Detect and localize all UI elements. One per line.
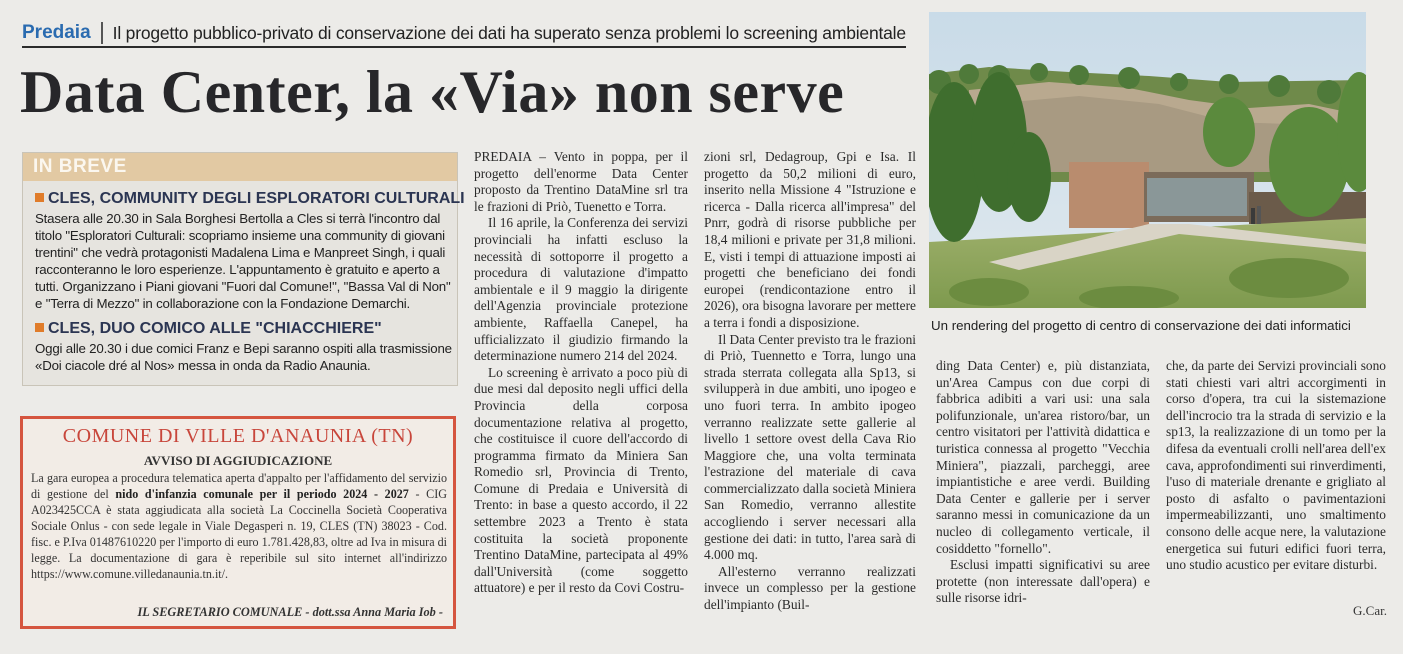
article-column-3	[936, 358, 1150, 607]
article-paragraph: Il 16 aprile, la Conferenza dei servizi provinciali ha infatti escluso la necessità di sottoporre il progetto a procedura di valutazione d'impatto ambientale e il 9 maggio la dirigente dell'Agenzia provinciale protezione ambiente, Raffaella Canepel, ha ufficializzato il giudizio firmando la determinazione numero 214 del 2024.	[474, 215, 688, 364]
section-label: Predaia	[22, 22, 103, 44]
brief-text: Oggi alle 20.30 i due comici Franz e Bepi saranno ospiti alla trasmissione «Doi ciacole dré al Nos» messa in onda da Radio Anaunia.	[35, 341, 452, 373]
in-breve-title: IN BREVE	[33, 156, 127, 177]
in-breve-box	[22, 152, 465, 386]
notice-body-part: La gara europea a procedura telematica aperta d'appalto per l'affidamento del servizio di gestione del	[31, 471, 447, 501]
brief-heading: CLES, DUO COMICO ALLE "CHIACCHIERE"	[35, 319, 453, 339]
article-paragraph: Lo screening è arrivato a poco più di due mesi dal deposito negli uffici della Provincia della corposa documentazione relativa al progetto, che costituisce il cuore dell'accordo di programma firmato da Miniera San Romedio srl, Provincia di Trento, Comune di Predaia e Università di Trento: in base a questo accordo, il 22 settembre 2023 a Trento è stata costituita la società proponente Trentino DataMine, partecipata al 49% dall'Università (come soggetto attuatore) e per il resto da Covi Costru-	[474, 364, 688, 596]
article-column-4	[1166, 358, 1386, 574]
headline: Data Center, la «Via» non serve	[20, 59, 845, 125]
article-paragraph: ding Data Center) e, più distanziata, un'Area Campus con due corpi di fabbrica adibiti a vari usi: una sala polifunzionale, un'area ristoro/bar, un centro visitatori per l'attività didattica e turistica connessa al progetto "Vecchia Miniera", piazzali, parcheggi, aree impiantistiche e aree verdi. Building Data Center e gallerie per i server saranno messi in comunicazione da un nucleo di collegamento verticale, il cosiddetto "fornello".	[936, 358, 1150, 556]
byline: G.Car.	[1353, 603, 1387, 618]
notice-signature: IL SEGRETARIO COMUNALE - dott.ssa Anna Maria Iob -	[137, 605, 443, 619]
article-paragraph: All'esterno verranno realizzati invece un complesso per la gestione dell'impianto (Buil-	[704, 563, 916, 613]
article-paragraph: Il Data Center previsto tra le frazioni di Priò, Tuennetto e Torra, lungo una strada sterrata collegata alla Sp13, si svilupperà in due ambiti, uno ipogeo e uno fuori terra. In ambito ipogeo verranno realizzate sette gallerie al livello 1 settore ovest della Cava Rio Maggiore che, una volta terminata l'estrazione del materiale di cava commercializzato dalla società Miniera San Romedio, verranno allestite accogliendo i server necessari alla gestione dei dati: in tutto, l'area sarà di 4.000 mq.	[704, 331, 916, 563]
brief-text: Stasera alle 20.30 in Sala Borghesi Bertolla a Cles si terrà l'incontro dal titolo "Esploratori Culturali: scopriamo insieme una community di giovani trentini" che vedrà protagonisti Madalena Lima e Manpreet Singh, i quali racconteranno le loro esperienze. L'appuntamento è gratuito e aperto a tutti. Organizzano i Piani giovani "Fuori dal Comune!", "Bassa Val di Non" e "Terra di Mezzo" in collaborazione con la Fondazione Demarchi.	[35, 211, 451, 311]
kicker	[22, 20, 906, 48]
kicker-text: Il progetto pubblico-privato di conservazione dei dati ha superato senza problemi lo screening ambientale	[112, 22, 906, 43]
article-paragraph: che, da parte dei Servizi provinciali sono stati chiesti vari altri accorgimenti in corso d'opera, tra cui la sistemazione dell'incrocio tra la strada di servizio e la sp13, la realizzazione di un tomo per la difesa da eventuali crolli nell'area dell'ex cava, approfondimenti sui rinverdimenti, l'uso di materiale drenante e grigliato al posto di asfalto o pavimentazioni impermeabilizzanti, uno smaltimento consono delle acque nere, la valutazione energetica sui futuri edifici fuori terra, uno studio acustico per evitare disturbi.	[1166, 358, 1386, 573]
notice-title: COMUNE DI VILLE D'ANAUNIA (TN)	[62, 425, 414, 447]
notice-subtitle: AVVISO DI AGGIUDICAZIONE	[143, 453, 333, 468]
brief-heading: CLES, COMMUNITY DEGLI ESPLORATORI CULTURALI	[35, 189, 453, 209]
notice-body	[31, 470, 447, 582]
article-column-1	[474, 149, 688, 597]
article-paragraph: zioni srl, Dedagroup, Gpi e Isa. Il progetto da 50,2 milioni di euro, inserito nella Missione 4 "Istruzione e ricerca - Dalla ricerca all'impresa" del Pnrr, godrà di risorse pubbliche per 18,4 milioni e private per 31,8 milioni. E, visti i tempi di attuazione imposti ai progetti che beneficiano dei fondi europei (rendicontazione entro il 2026), ora bisogna lavorare per mettere a terra i fondi a disposizione.	[704, 149, 916, 330]
rendering-image	[929, 12, 1366, 308]
article-column-2	[704, 149, 916, 614]
notice-body-bold: nido d'infanzia comunale per il periodo 2024 - 2027	[115, 487, 409, 501]
in-breve-banner	[23, 153, 457, 181]
article-paragraph: PREDAIA – Vento in poppa, per il progetto dell'enorme Data Center proposto da Trentino DataMine srl tra le frazioni di Priò, Tuenetto e Torra.	[474, 149, 688, 214]
notice-body-part: - CIG A023425CCA è stata aggiudicata alla società La Coccinella Società Cooperativa Sociale Onlus - con sede legale in Viale Degasperi n. 19, CLES (TN) 38023 - Cod. fisc. e P.Iva 01487610220 per l'importo di euro 1.781.428,83, oltre ad Iva in misura di legge. La documentazione di gara è reperibile sul sito internet all'indirizzo https://www.comune.villedanaunia.tn.it/.	[31, 487, 447, 581]
rendering-photo	[929, 12, 1366, 308]
brief-item	[35, 319, 453, 374]
photo-caption: Un rendering del progetto di centro di conservazione dei dati informatici	[931, 318, 1351, 333]
municipal-notice	[20, 416, 456, 629]
article-paragraph: Esclusi impatti significativi su aree protette (non interessate dall'opera) e sulle risorse idri-	[936, 557, 1150, 606]
brief-item	[35, 189, 465, 312]
